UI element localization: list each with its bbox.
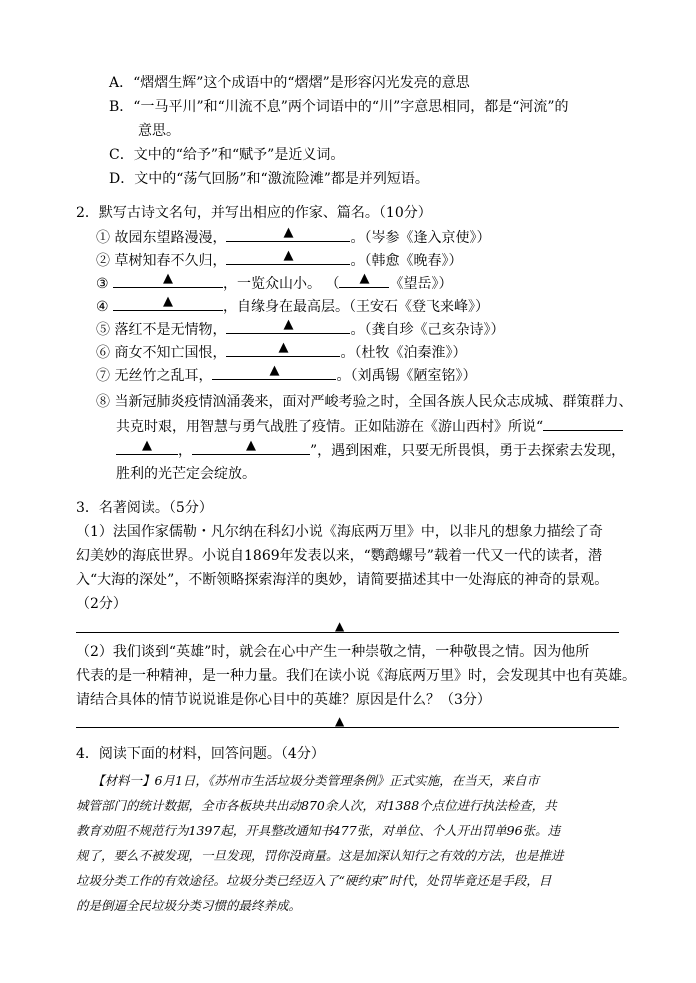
answer-blank[interactable] — [226, 227, 350, 242]
q2-item-7-text: ⑦ 无丝竹之乱耳， — [96, 368, 213, 384]
answer-blank[interactable] — [113, 296, 223, 311]
q3-title: 3．名著阅读。（5分） — [76, 500, 213, 516]
blank-mark: ▲ — [163, 271, 174, 286]
q3-part2-line3: 请结合具体的情节说说谁是你心目中的英雄？原因是什么？（3分） — [76, 692, 491, 708]
comma: ， — [178, 443, 192, 459]
blank-mark: ▲ — [269, 363, 280, 378]
material-1-line5: 垃圾分类工作的有效途径。垃圾分类已经迈入了“硬约束”时代，处罚毕竟还是手段，目 — [76, 873, 552, 888]
q2-item-3 — [96, 273, 452, 294]
material-1-line6: 的是倒逼全民垃圾分类习惯的最终养成。 — [76, 898, 302, 913]
blank-mark: ▲ — [283, 248, 294, 263]
q2-item-3-text: ，一览众山小。 （ — [223, 276, 340, 292]
answer-blank[interactable] — [226, 250, 350, 265]
q2-item-7 — [96, 365, 476, 386]
q1-option-a: A．“熠熠生辉”这个成语中的“熠熠”是形容闪光发亮的意思 — [109, 75, 470, 91]
q2-item-6 — [96, 342, 466, 363]
answer-blank[interactable] — [543, 416, 623, 431]
blank-mark: ▲ — [142, 438, 152, 453]
q1-option-c: C．文中的“给予”和“赋予”是近义词。 — [109, 147, 345, 163]
q2-item-8-line3 — [116, 440, 625, 461]
q2-item-3-source: 《望岳》） — [389, 276, 453, 292]
q2-item-2-text: ② 草树知春不久归， — [96, 253, 227, 269]
q2-item-8-line1: ⑧ 当新冠肺炎疫情汹涌袭来，面对严峻考验之时，全国各族人民众志成城、群策群力、 — [96, 394, 633, 410]
q2-item-5 — [96, 319, 504, 340]
q2-item-4-text: ，自缘身在最高层。（王安石《登飞来峰》） — [223, 299, 490, 315]
q2-item-1-source: 。（岑参《逢入京使》） — [350, 230, 491, 246]
blank-mark: ▲ — [278, 340, 289, 355]
material-1-line2: 城管部门的统计数据，全市各板块共出动870余人次，对1388个点位进行执法检查，共 — [76, 798, 557, 813]
q2-item-5-text: ⑤ 落红不是无情物， — [96, 322, 227, 338]
q2-item-1 — [96, 227, 490, 248]
answer-blank[interactable] — [113, 273, 223, 288]
q2-item-8-text-cont: ”，遇到困难，只要无所畏惧，勇于去探索去发现， — [310, 443, 626, 459]
q2-item-8-line4: 胜利的光芒定会绽放。 — [116, 466, 256, 482]
q2-title: 2．默写古诗文名句，并写出相应的作家、篇名。（10分） — [76, 205, 432, 221]
answer-line[interactable] — [76, 632, 619, 633]
blank-mark: ▲ — [163, 294, 174, 309]
q2-item-4-num: ④ — [96, 299, 114, 315]
q1-option-b-line1: B．“一马平川”和“川流不息”两个词语中的“川”字意思相同，都是“河流”的 — [109, 99, 569, 115]
q3-part2-line1: （2）我们谈到“英雄”时，就会在心中产生一种崇敬之情，一种敬畏之情。因为他所 — [76, 644, 590, 660]
answer-mark: ▲ — [335, 714, 345, 728]
q2-item-2 — [96, 250, 462, 271]
blank-mark: ▲ — [283, 225, 294, 240]
q2-item-2-source: 。（韩愈《晚春》） — [350, 253, 463, 269]
answer-blank[interactable] — [116, 440, 178, 455]
blank-mark: ▲ — [246, 438, 256, 453]
q3-part2-line2: 代表的是一种精神，是一种力量。我们在读小说《海底两万里》时，会发现其中也有英雄。 — [76, 668, 636, 684]
material-1-line1: 【材料一】6月1日，《苏州市生活垃圾分类管理条例》正式实施，在当天，来自市 — [92, 773, 540, 788]
q2-item-4 — [96, 296, 489, 317]
blank-mark: ▲ — [359, 271, 370, 286]
q2-item-8-text: 共克时艰，用智慧与勇气战胜了疫情。正如陆游在《游山西村》所说“ — [116, 419, 544, 435]
q2-item-6-text: ⑥ 商女不知亡国恨， — [96, 345, 227, 361]
q1-option-b-line2: 意思。 — [138, 123, 180, 139]
q2-item-6-source: 。（杜牧《泊秦淮》） — [340, 345, 467, 361]
q4-title: 4．阅读下面的材料，回答问题。（4分） — [76, 746, 325, 762]
answer-blank[interactable] — [226, 342, 340, 357]
q3-part1-line4: （2分） — [76, 596, 127, 612]
material-1 — [76, 768, 619, 793]
q2-item-1-text: ① 故园东望路漫漫， — [96, 230, 227, 246]
q1-option-d: D．文中的“荡气回肠”和“激流险滩”都是并列短语。 — [109, 171, 429, 187]
q2-item-8-line2 — [116, 416, 623, 437]
answer-mark: ▲ — [335, 619, 345, 633]
material-1-line3: 教育劝阻不规范行为1397起，开具整改通知书477张，对单位、个人开出罚单96张。违 — [76, 823, 561, 838]
answer-line[interactable] — [76, 727, 619, 728]
answer-blank[interactable] — [226, 319, 350, 334]
answer-blank[interactable] — [339, 273, 389, 288]
q2-item-5-source: 。（龚自珍《己亥杂诗》） — [350, 322, 505, 338]
material-1-line4: 规了，要么不被发现，一旦发现，罚你没商量。这是加深认知行之有效的方法，也是推进 — [76, 848, 564, 863]
q2-item-7-source: 。（刘禹锡《陋室铭》） — [336, 368, 477, 384]
q3-part1-line3: 入“大海的深处”，不断领略探索海洋的奥妙，请简要描述其中一处海底的神奇的景观。 — [76, 572, 609, 588]
q3-part1-line1: （1）法国作家儒勒・凡尔纳在科幻小说《海底两万里》中，以非凡的想象力描绘了奇 — [76, 524, 603, 540]
answer-blank[interactable] — [212, 365, 336, 380]
q3-part1-line2: 幻美妙的海底世界。小说自1869年发表以来，“鹦鹉螺号”载着一代又一代的读者，潜 — [76, 548, 602, 564]
answer-blank[interactable] — [192, 440, 310, 455]
blank-mark: ▲ — [283, 317, 294, 332]
q2-item-3-num: ③ — [96, 276, 114, 292]
